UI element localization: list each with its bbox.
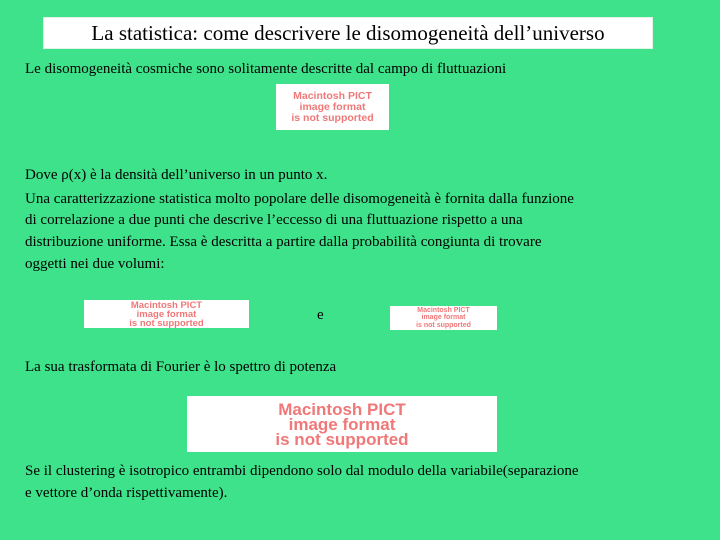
connector-text: e bbox=[317, 307, 324, 323]
correlation-text-line-1: Una caratterizzazione statistica molto popolare delle disomogeneità è fornita dalla funzione bbox=[25, 191, 574, 207]
slide-title: La statistica: come descrivere le disomogeneità dell’universo bbox=[43, 17, 653, 49]
closing-text-line-1: Se il clustering è isotropico entrambi dipendono solo dal modulo della variabile(separazione bbox=[25, 463, 579, 479]
formula-image-joint-probability: Macintosh PICT image format is not supported bbox=[84, 300, 249, 328]
closing-text-line-2: e vettore d’onda rispettivamente). bbox=[25, 485, 228, 501]
correlation-text-line-3: distribuzione uniforme. Essa è descritta a partire dalla probabilità congiunta di trovare bbox=[25, 234, 542, 250]
intro-text: Le disomogeneità cosmiche sono solitamente descritte dal campo di fluttuazioni bbox=[25, 61, 507, 77]
fourier-text: La sua trasformata di Fourier è lo spettro di potenza bbox=[25, 359, 337, 375]
formula-image-power-spectrum: Macintosh PICT image format is not supported bbox=[187, 396, 497, 452]
correlation-text-line-2: di correlazione a due punti che descrive l’eccesso di una fluttuazione rispetto a una bbox=[25, 212, 523, 228]
formula-image-fluctuation-field: Macintosh PICT image format is not supported bbox=[276, 84, 389, 130]
formula-image-correlation-function: Macintosh PICT image format is not supported bbox=[390, 306, 497, 330]
correlation-text-line-4: oggetti nei due volumi: bbox=[25, 256, 165, 272]
density-definition-text: Dove ρ(x) è la densità dell’universo in un punto x. bbox=[25, 167, 328, 183]
